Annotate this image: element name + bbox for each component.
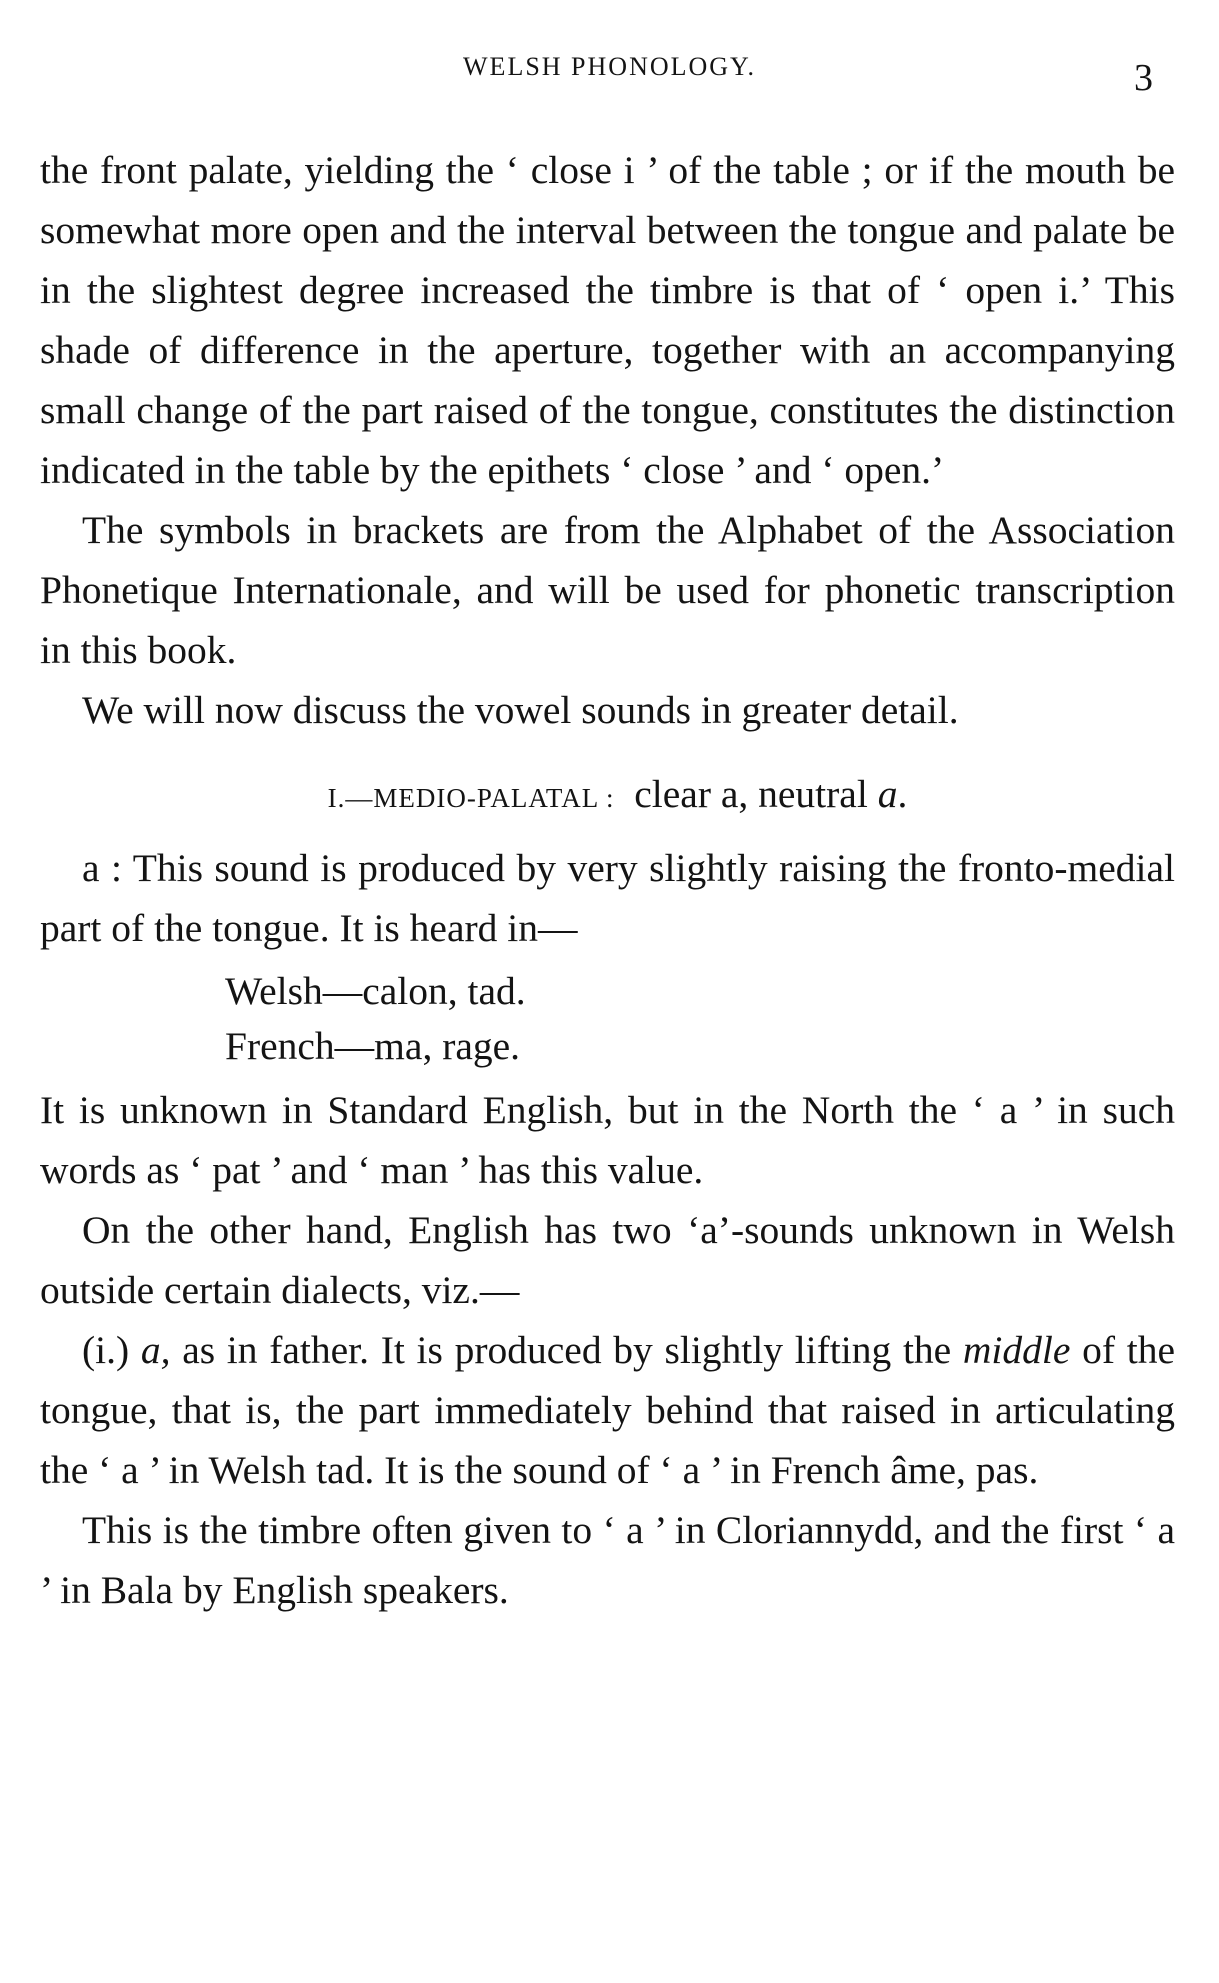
paragraph-clear-a: a : This sound is produced by very slightly raising the fronto-medial part of the tongue. It is heard in— — [40, 846, 1175, 950]
paragraph-standard-english: It is unknown in Standard English, but in the North the ‘ a ’ in such words as ‘ pat ’ and ‘ man ’ has this value. — [40, 1088, 1175, 1192]
paragraph-continued: the front palate, yielding the ‘ close i ’ of the table ; or if the mouth be somewhat more open and the interval between the tongue and palate be in the slightest degree increased the timbre is that of ‘ open i.’ This shade of difference in the aperture, together with an accompanying small change of the part raised of the tongue, constitutes the distinction indicated in the table by the epithets ‘ close ’ and ‘ open.’ — [40, 148, 1175, 492]
section-heading-italic: a — [877, 772, 898, 816]
paragraph-symbols: The symbols in brackets are from the Alphabet of the Association Phonetique Internationale, and will be used for phonetic transcription in this book. — [40, 508, 1175, 672]
paragraph-timbre: This is the timbre often given to ‘ a ’ in Cloriannydd, and the first ‘ a ’ in Bala by English speakers. — [40, 1508, 1175, 1612]
section-heading-period: . — [897, 772, 908, 816]
paragraph-english-a-sounds: On the other hand, English has two ‘a’-sounds unknown in Welsh outside certain dialects, viz.— — [40, 1208, 1175, 1312]
section-number-label: I.—MEDIO-PALATAL : — [327, 783, 615, 813]
italic-a: a, — [140, 1328, 171, 1372]
paragraph-father-a — [40, 1320, 1175, 1500]
running-title: WELSH PHONOLOGY. — [463, 52, 756, 81]
body-text — [40, 140, 1175, 1620]
section-heading-text: clear a, neutral — [634, 772, 868, 816]
father-text-2: of the tongue, that is, the part immediately behind that raised in articulating the ‘ a ’ in Welsh tad. It is the sound of ‘ a ’ in French âme, pas. — [40, 1328, 1175, 1492]
example-french: French—ma, rage. — [225, 1024, 521, 1068]
example-list — [40, 964, 1175, 1074]
paragraph-discussion-intro: We will now discuss the vowel sounds in greater detail. — [82, 688, 959, 732]
example-welsh: Welsh—calon, tad. — [225, 969, 526, 1013]
page-number: 3 — [1134, 57, 1153, 99]
father-text-1: as in father. It is produced by slightly lifting the — [182, 1328, 952, 1372]
item-number: (i.) — [82, 1328, 130, 1372]
section-heading — [40, 764, 1175, 828]
italic-middle: middle — [962, 1328, 1071, 1372]
